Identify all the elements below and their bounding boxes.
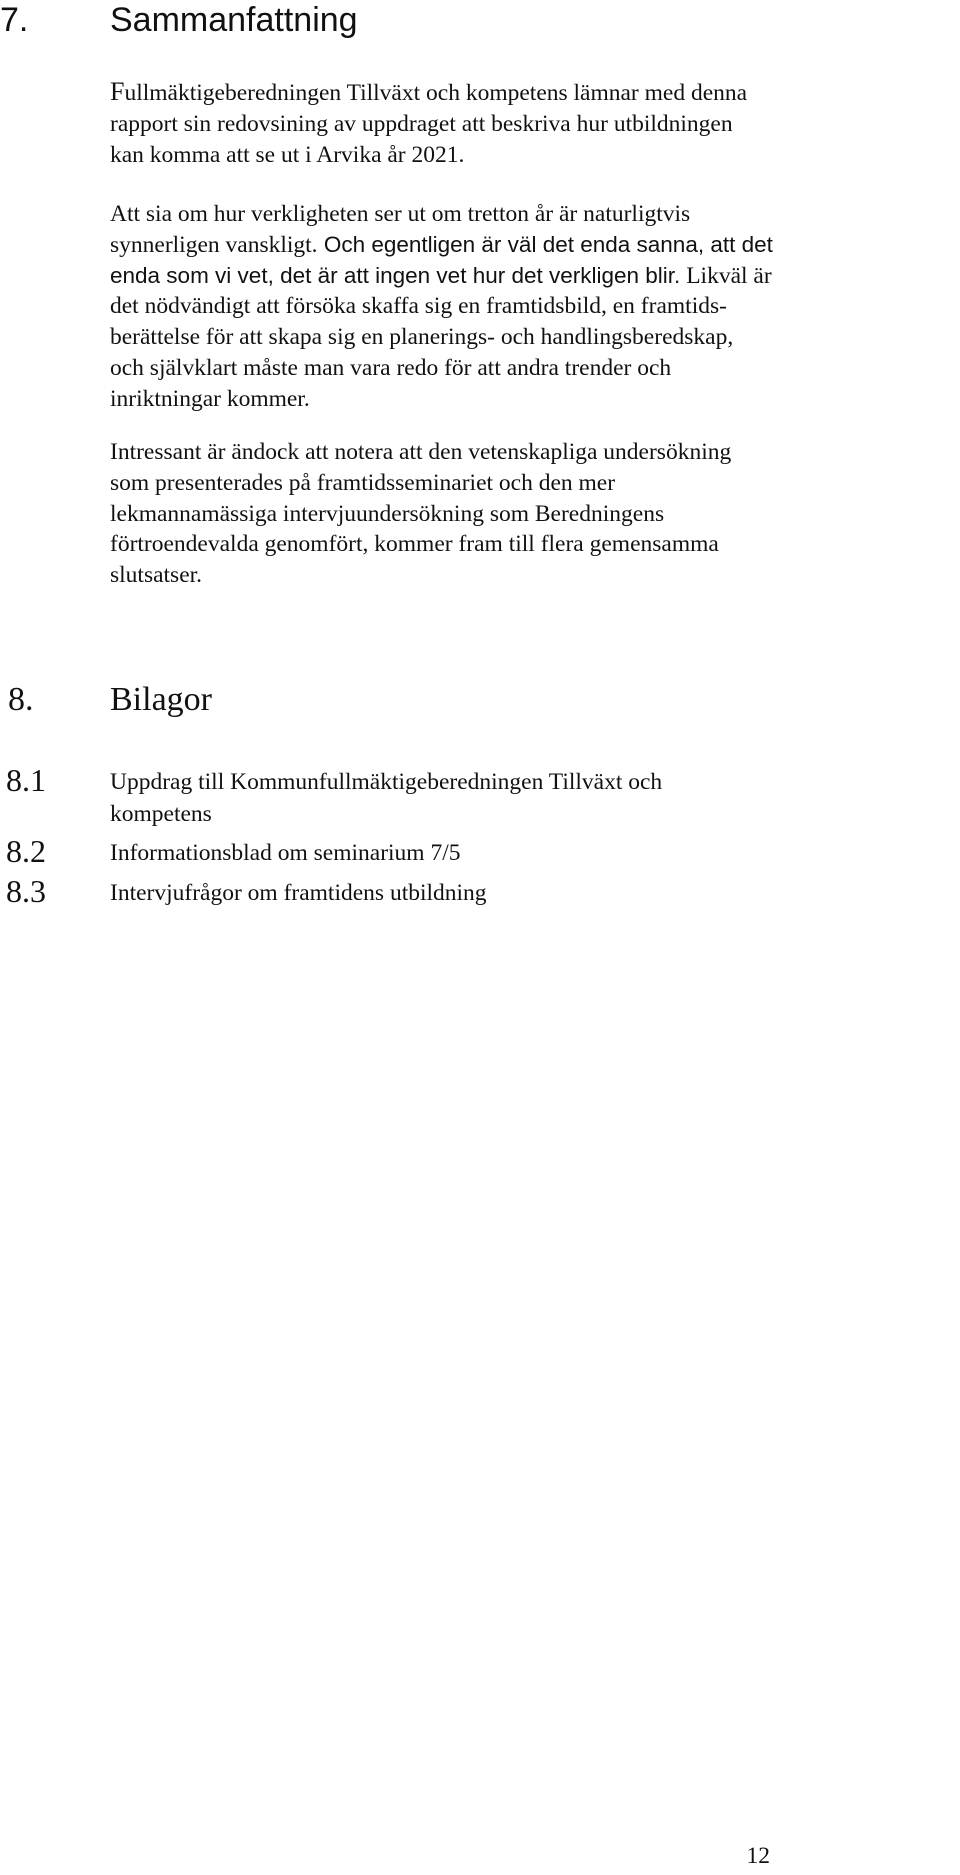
paragraph-2-line-1: Att sia om hur verkligheten ser ut om tretton år är naturligtvis — [110, 201, 691, 227]
paragraph-2-line-2 — [110, 230, 960, 261]
section-8-number: 8. — [8, 681, 34, 718]
paragraph-2-line-2-serif: synnerligen vanskligt. — [110, 231, 318, 258]
paragraph-2-line-7: inriktningar kommer. — [110, 385, 310, 412]
appendix-title-line-1: Informationsblad om seminarium 7/5 — [110, 840, 461, 866]
paragraph-3-line-5: slutsatser. — [110, 562, 203, 589]
paragraph-2-line-3 — [110, 261, 960, 292]
paragraph-2 — [110, 199, 960, 415]
appendix-number: 8.3 — [6, 873, 46, 909]
section-7-number: 7. — [0, 1, 29, 39]
paragraph-1-line-2: rapport sin redovsining av uppdraget att beskriva hur utbildningen — [110, 110, 733, 137]
page-number: 12 — [746, 1843, 770, 1869]
paragraph-3-line-4: förtroendevalda genomfört, kommer fram till flera gemensamma — [110, 531, 719, 558]
paragraph-1-line-3: kan komma att se ut i Arvika år 2021. — [110, 141, 465, 168]
appendix-title-line-1: Uppdrag till Kommunfullmäktigeberedningen Tillväxt och — [110, 769, 663, 795]
paragraph-3-line-3: lekmannamässiga intervjuundersökning som Beredningens — [110, 500, 665, 527]
paragraph-3 — [110, 437, 960, 591]
paragraph-2-line-4: det nödvändigt att försöka skaffa sig en framtidsbild, en framtids- — [110, 293, 727, 320]
appendix-number: 8.2 — [6, 833, 46, 869]
paragraph-2-line-3-sans: enda som vi vet, det är att ingen vet hur det verkligen blir. — [110, 262, 681, 288]
appendix-title-line-2: kompetens — [110, 801, 212, 827]
paragraph-1 — [110, 77, 960, 170]
paragraph-2-line-5: berättelse för att skapa sig en planerings- och handlingsberedskap, — [110, 324, 734, 351]
appendix-title-line-1: Intervjufrågor om framtidens utbildning — [110, 880, 487, 906]
paragraph-2-line-6: och självklart måste man vara redo för att andra trender och — [110, 354, 672, 381]
appendix-title — [110, 877, 870, 909]
paragraph-1-initial: F — [110, 77, 125, 106]
paragraph-3-line-1: Intressant är ändock att notera att den vetenskapliga undersökning — [110, 439, 732, 465]
paragraph-2-line-3-serif: Likväl är — [680, 262, 772, 289]
section-8-heading — [0, 680, 400, 720]
section-7-title: Sammanfattning — [110, 1, 358, 39]
paragraph-2-line-2-sans: Och egentligen är väl det enda sanna, att det — [317, 231, 773, 257]
appendix-title — [110, 837, 870, 869]
appendix-title — [110, 766, 870, 830]
appendix-number: 8.1 — [6, 762, 46, 798]
paragraph-1-line-1 — [110, 77, 960, 109]
paragraph-1-line-1-text: ullmäktigeberedningen Tillväxt och kompetens lämnar med denna — [124, 80, 748, 106]
paragraph-3-line-2: som presenterades på framtidsseminariet och den mer — [110, 469, 616, 496]
section-8-title: Bilagor — [110, 681, 212, 718]
